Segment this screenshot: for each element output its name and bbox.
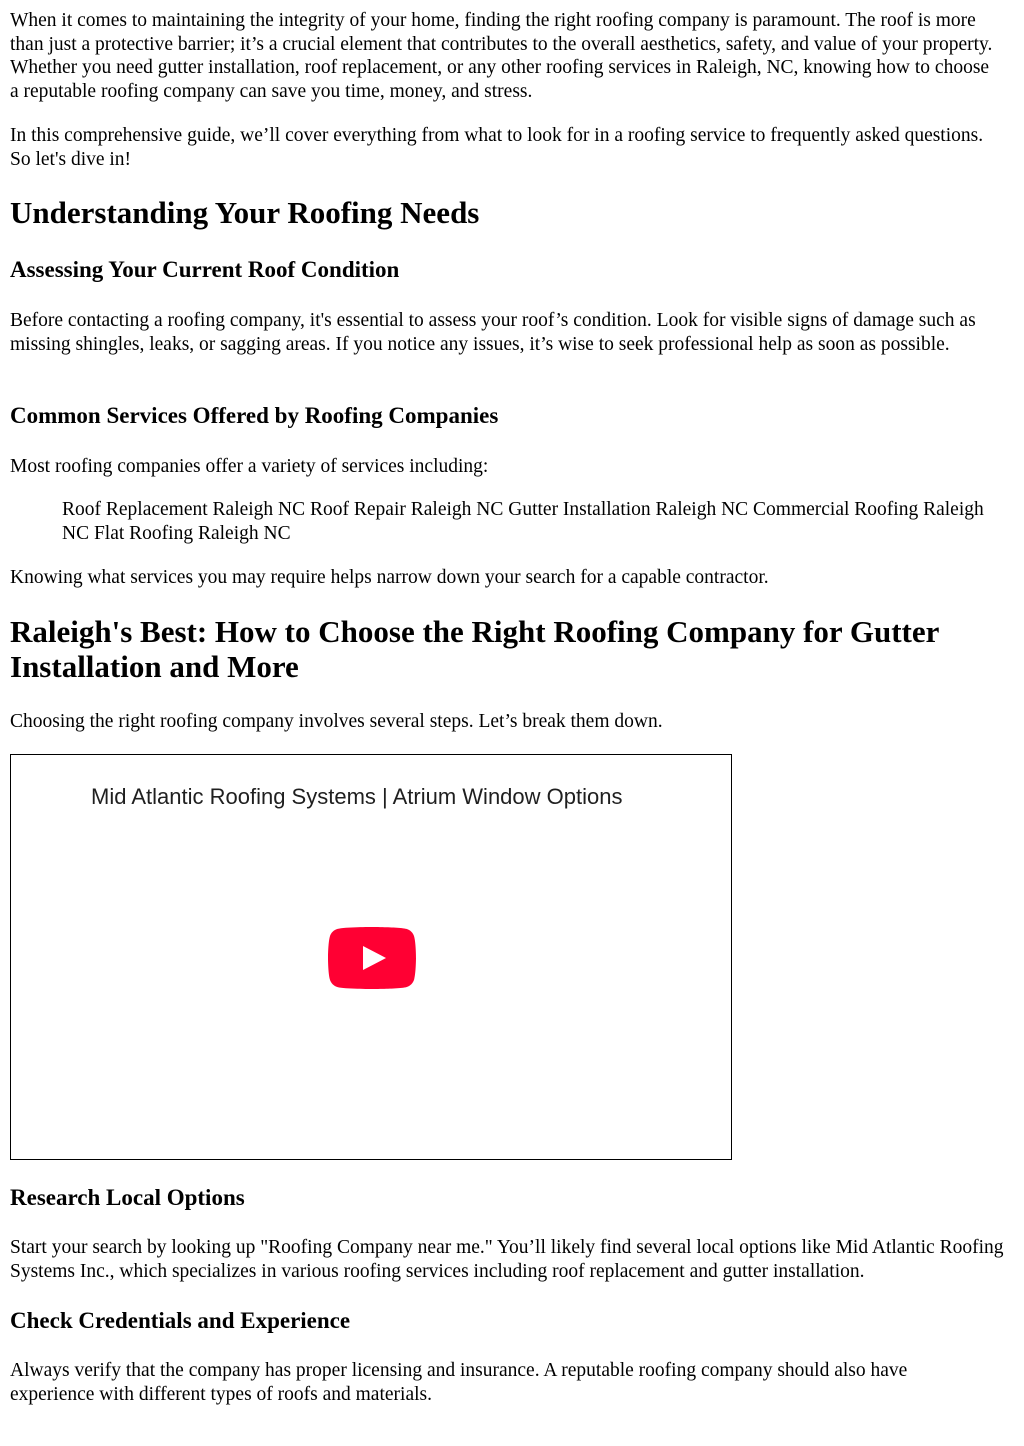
video-embed[interactable] [10,754,732,1160]
paragraph-assessing-roof: Before contacting a roofing company, it's essential to assess your roof’s condition. Look for visible signs of damage such as missing shingles, leaks, or sagging areas. If you notice any issues, it’s wise to seek professional help as soon as possible. [10,310,976,355]
section-title-understanding: Understanding Your Roofing Needs [10,195,480,230]
services-list: Roof Replacement Raleigh NC Roof Repair Raleigh NC Gutter Installation Raleigh NC Commercial Roofing Raleigh NC Flat Roofing Raleigh NC [62,499,984,544]
heading-check-credentials: Check Credentials and Experience [10,1308,351,1333]
paragraph-check-credentials: Always verify that the company has proper licensing and insurance. A reputable roofing company should also have experience with different types of roofs and materials. [10,1360,908,1405]
intro-paragraph-1: When it comes to maintaining the integrity of your home, finding the right roofing company is paramount. The roof is more than just a protective barrier; it’s a crucial element that contributes to the overall aesthetics, safety, and value of your property. Whether you need gutter installation, roof replacement, or any other roofing services in Raleigh, NC, knowing how to choose a reputable roofing company can save you time, money, and stress. [10,10,993,102]
paragraph-services-intro: Most roofing companies offer a variety of services including: [10,456,489,477]
paragraph-choosing-intro: Choosing the right roofing company involves several steps. Let’s break them down. [10,711,663,732]
youtube-play-icon[interactable] [328,927,416,989]
video-title[interactable]: Mid Atlantic Roofing Systems | Atrium Window Options [91,784,623,809]
paragraph-research-local: Start your search by looking up "Roofing Company near me." You’ll likely find several local options like Mid Atlantic Roofing Systems Inc., which specializes in various roofing services including roof replacement and gutter installation. [10,1237,1004,1282]
section-title-raleighs-best: Raleigh's Best: How to Choose the Right Roofing Company for Gutter Installation and More [10,614,939,684]
heading-assessing-roof: Assessing Your Current Roof Condition [10,257,400,282]
heading-common-services: Common Services Offered by Roofing Companies [10,403,499,428]
intro-paragraph-2: In this comprehensive guide, we’ll cover everything from what to look for in a roofing service to frequently asked questions. So let's dive in! [10,125,984,170]
heading-research-local: Research Local Options [10,1185,245,1210]
paragraph-services-outro: Knowing what services you may require helps narrow down your search for a capable contractor. [10,567,769,588]
